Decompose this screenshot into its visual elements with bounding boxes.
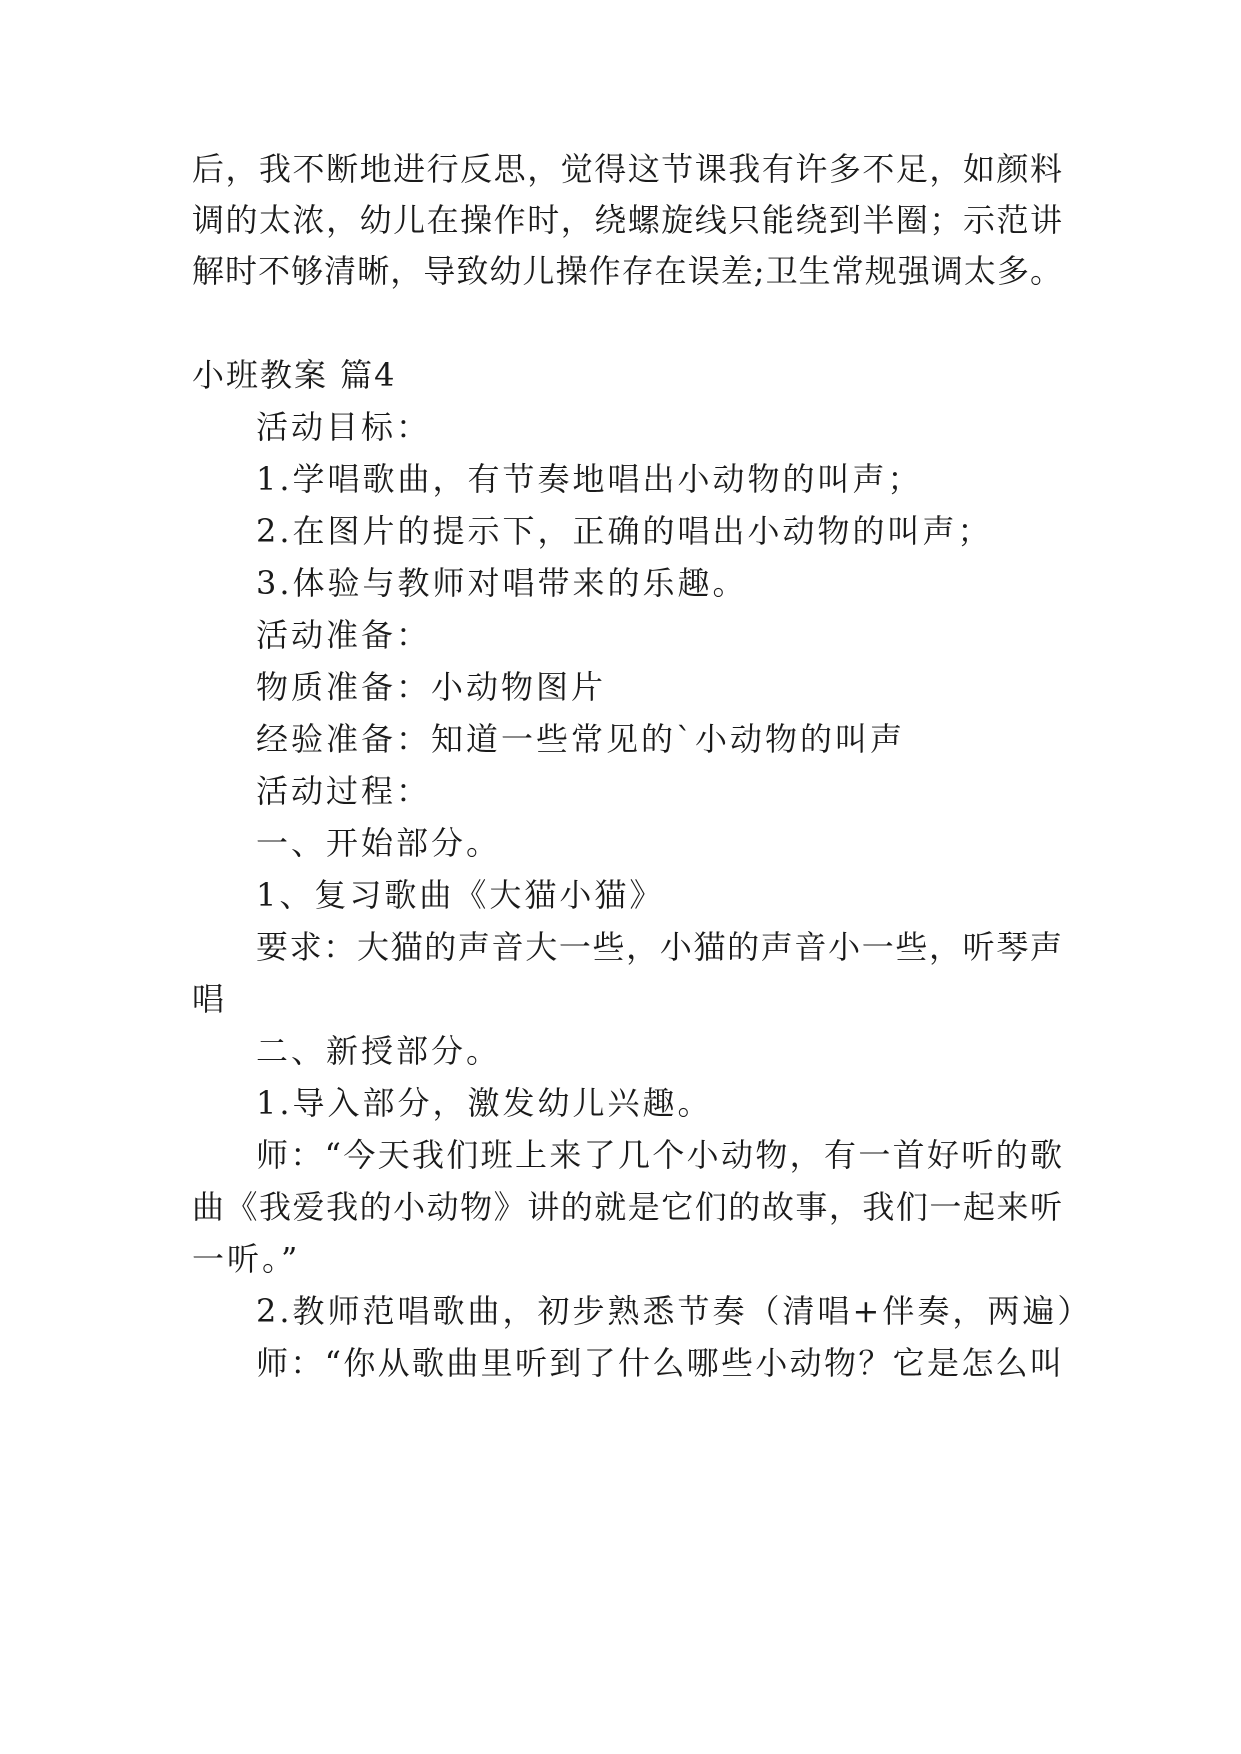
teacher-quote2: 师：“你从歌曲里听到了什么哪些小动物？它是怎么叫: [256, 1344, 1062, 1382]
section-title: 小班教案 篇4: [192, 356, 397, 394]
teacher-quote1-line-2: 曲《我爱我的小动物》讲的就是它们的故事，我们一起来听: [192, 1188, 1062, 1226]
goal-item-1: 1.学唱歌曲，有节奏地唱出小动物的叫声；: [256, 460, 923, 498]
part2-step1: 1.导入部分，激发幼儿兴趣。: [256, 1084, 713, 1122]
teacher-quote1-line-1: 师：“今天我们班上来了几个小动物，有一首好听的歌: [256, 1136, 1062, 1174]
part2-step2: 2.教师范唱歌曲，初步熟悉节奏（清唱+伴奏，两遍）: [256, 1292, 1093, 1330]
process-label: 活动过程：: [256, 772, 432, 810]
goals-label: 活动目标：: [256, 408, 432, 446]
requirement-line-2: 唱: [192, 980, 228, 1018]
material-prep: 物质准备：小动物图片: [256, 668, 607, 706]
part1-step1: 1、复习歌曲《大猫小猫》: [256, 876, 665, 914]
goal-item-3: 3.体验与教师对唱带来的乐趣。: [256, 564, 748, 602]
goal-item-2: 2.在图片的提示下，正确的唱出小动物的叫声；: [256, 512, 993, 550]
intro-paragraph-line-2: 调的太浓，幼儿在操作时，绕螺旋线只能绕到半圈；示范讲: [192, 201, 1062, 239]
intro-paragraph-line-3: 解时不够清晰，导致幼儿操作存在误差;卫生常规强调太多。: [192, 252, 1062, 290]
teacher-quote1-line-3: 一听。”: [192, 1240, 301, 1278]
requirement-line-1: 要求：大猫的声音大一些，小猫的声音小一些，听琴声: [256, 928, 1062, 966]
part2-title: 二、新授部分。: [256, 1032, 502, 1070]
intro-paragraph-line-1: 后，我不断地进行反思，觉得这节课我有许多不足，如颜料: [192, 150, 1062, 188]
experience-prep: 经验准备：知道一些常见的`小动物的叫声: [256, 720, 906, 758]
prep-label: 活动准备：: [256, 616, 432, 654]
part1-title: 一、开始部分。: [256, 824, 502, 862]
